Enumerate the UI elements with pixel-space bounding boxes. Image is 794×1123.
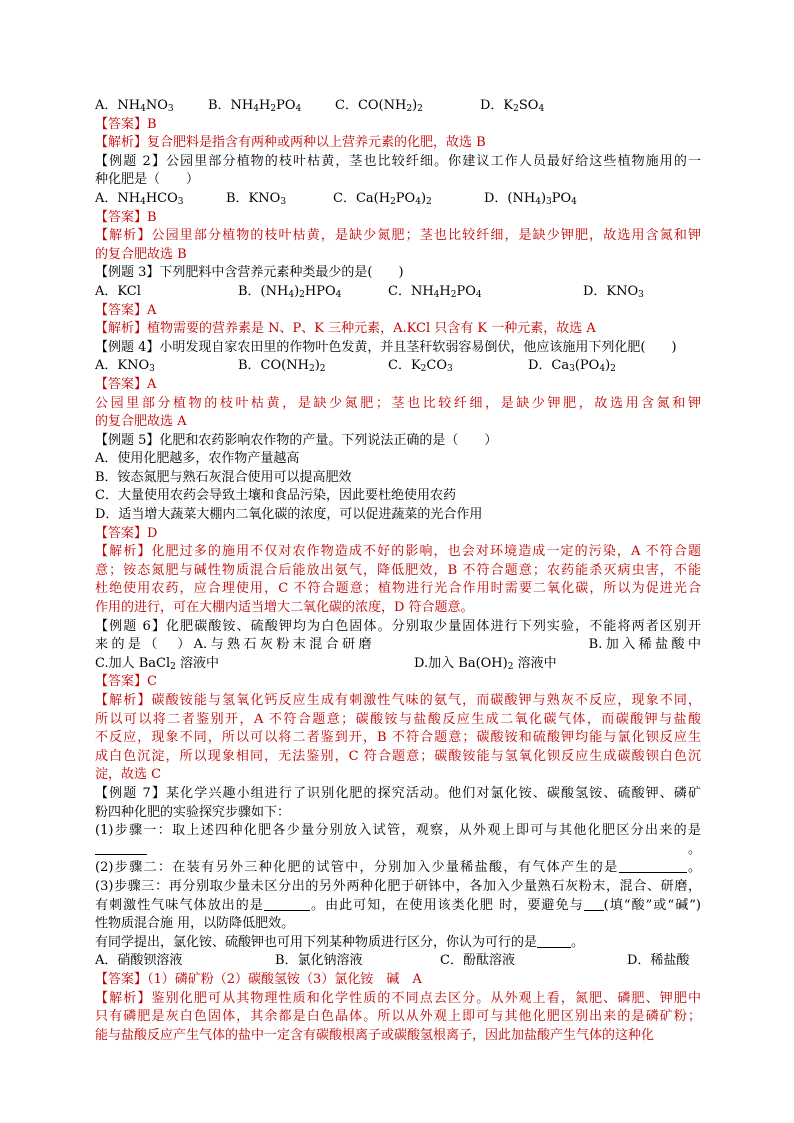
option: A．KCl bbox=[95, 283, 141, 299]
explanation-line: 【解析】鉴别化肥可从其物理性质和化学性质的不同点去区分。从外观上看，氮肥、磷肥、钾肥中 bbox=[95, 990, 701, 1006]
option: B．$CO(NH_2)_2$ bbox=[238, 358, 326, 375]
option: C．$CO(NH_2)_2$ bbox=[335, 98, 423, 114]
option: C．$Ca(H_2PO_4)_2$ bbox=[333, 190, 432, 207]
text-line: A．使用化肥越多，农作物产量越高 bbox=[95, 451, 300, 467]
explanation-line: 的复合肥故选 B bbox=[95, 246, 187, 262]
explanation-line: 的复合肥故选 A bbox=[95, 414, 187, 430]
text-line: 。 bbox=[95, 841, 701, 860]
answer-line: 【答案】（1）磷矿粉（2）碳酸氢铵（3）氯化铵 碱 A bbox=[95, 971, 422, 987]
option: A．$NH_4NO_3$ bbox=[95, 98, 174, 114]
text-line: D．适当增大蔬菜大棚内二氧化碳的浓度，可以促进蔬菜的光合作用 bbox=[95, 507, 483, 523]
option-row bbox=[95, 190, 701, 209]
text-line: (1)步骤一：取上述四种化肥各少量分别放入试管，观察，从外观上即可与其他化肥区分出来的是 bbox=[95, 823, 701, 839]
explanation-line: 淀，故选 C bbox=[95, 767, 162, 783]
explanation-line: 不反应，现象不同，所以可以将二者鉴到开，B 不符合题意；碳酸铵和硫酸钾均能与氯化钡反应生 bbox=[95, 730, 701, 746]
text-line: 种化肥是（ ） bbox=[95, 172, 200, 188]
text-line: 【例题 5】化肥和农药影响农作物的产量。下列说法正确的是（ ） bbox=[95, 432, 498, 448]
answer-line: 【答案】D bbox=[95, 525, 158, 541]
text-line: C．大量使用农药会导致土壤和食品污染，因此要杜绝使用农药 bbox=[95, 488, 456, 504]
option: B．$NH_4H_2PO_4$ bbox=[208, 98, 302, 114]
explanation-line: 所以可以将二者鉴别开，A 不符合题意；碳酸铵与盐酸反应生成二氧化碳气体，而碳酸钾与盐酸 bbox=[95, 711, 701, 727]
text-line: 【例题 4】小明发现自家农田里的作物叶色发黄，并且茎秆软弱容易倒伏，他应该施用下列化肥( ) bbox=[95, 339, 677, 355]
answer-line: 【答案】C bbox=[95, 674, 157, 690]
option: D．$K_2SO_4$ bbox=[480, 98, 545, 114]
text-line: 有刺激性气味气体放出的是 。由此可知，在使用该类化肥 时，要避免与 (填“酸”或“碱”) bbox=[95, 897, 701, 913]
explanation-line: 杜绝使用农药，应合理使用，C 不符合题意；植物进行光合作用时需要二氧化碳，所以为促进光合 bbox=[95, 581, 701, 597]
answer-line: 【答案】A bbox=[95, 302, 157, 318]
explanation-line: 【解析】植物需要的营养素是 N、P、K 三种元素，A.KCl 只含有 K 一种元素，故选 A bbox=[95, 321, 596, 337]
text-line: B．铵态氮肥与熟石灰混合使用可以提高肥效 bbox=[95, 469, 352, 485]
option-row bbox=[95, 97, 701, 116]
answer-line: 【答案】B bbox=[95, 209, 157, 225]
text-line: 【例题 6】化肥碳酸铵、硫酸钾均为白色固体。分别取少量固体进行下列实验，不能将两者区别开 bbox=[95, 618, 701, 634]
text-line: (3)步骤三：再分别取少量未区分出的另外两种化肥于研钵中，各加入少量熟石灰粉末，混合、研磨， bbox=[95, 878, 701, 894]
answer-line: 【答案】B bbox=[95, 116, 157, 132]
explanation-line: 【解析】公园里部分植物的枝叶枯黄，是缺少氮肥；茎也比较纤细，是缺少钾肥，故选用含氮和钾 bbox=[95, 228, 701, 244]
text-line: 粉四种化肥的实验探究步骤如下： bbox=[95, 804, 291, 820]
option: C．$K_2CO_3$ bbox=[388, 358, 453, 375]
explanation-line: 作用的进行，可在大棚内适当增大二氧化碳的浓度，D 符合题意。 bbox=[95, 600, 474, 616]
option: B．$KNO_3$ bbox=[226, 190, 287, 207]
option: A．$NH_4HCO_3$ bbox=[95, 190, 184, 207]
explanation-line: 【解析】复合肥料是指含有两种或两种以上营养元素的化肥，故选 B bbox=[95, 135, 486, 151]
text-line: C.加人 BaCl$_2$ 溶液中 D.加入 $Ba(OH)_2$ 溶液中 bbox=[95, 655, 557, 672]
option: C．$NH_4H_2PO_4$ bbox=[388, 283, 482, 300]
explanation-line: 成白色沉淀，所以现象相同，无法鉴别，C 符合题意；碳酸铵能与氢氧化钡反应生成碳酸钡白色沉 bbox=[95, 748, 701, 764]
option: C．酚酞溶液 bbox=[440, 953, 515, 969]
text-line: 有同学提出，氯化铵、硫酸钾也可用下列某种物质进行区分，你认为可行的是 。 bbox=[95, 934, 585, 950]
option-row bbox=[95, 357, 701, 376]
text-line: 【例题 3】下列肥料中含营养元素种类最少的是( ) bbox=[95, 265, 404, 281]
explanation-line: 【解析】碳酸铵能与氢氧化钙反应生成有刺激性气味的氨气，而碳酸钾与熟灰不反应，现象不同， bbox=[95, 693, 701, 708]
explanation-line: 公园里部分植物的枝叶枯黄，是缺少氮肥；茎也比较纤细，是缺少钾肥，故选用含氮和钾 bbox=[95, 395, 701, 411]
text-line: 性物质混合施 用，以防降低肥效。 bbox=[95, 916, 295, 932]
option: D．稀盐酸 bbox=[627, 953, 690, 969]
text-line: 【例题 2】公园里部分植物的枝叶枯黄，茎也比较纤细。你建议工作人员最好给这些植物施用的一 bbox=[95, 153, 701, 169]
text-line: 来的是（ ）A.与熟石灰粉末混合研磨 B.加入稀盐酸中 bbox=[95, 637, 701, 653]
text-line: (2)步骤二：在装有另外三种化肥的试管中，分别加入少量稀盐酸，有气体产生的是 。 bbox=[95, 860, 701, 876]
explanation-line: 只有磷肥是灰白色固体，其余都是白色晶体。所以从外观上即可与其他化肥区别出来的是磷矿粉； bbox=[95, 1009, 701, 1025]
explanation-line: 【解析】化肥过多的施用不仅对农作物造成不好的影响，也会对环境造成一定的污染，A 不符合题 bbox=[95, 544, 701, 560]
explanation-line: 能与盐酸反应产生气体的盐中一定含有碳酸根离子或碳酸氢根离子，因此加盐酸产生气体的这种化 bbox=[95, 1027, 655, 1043]
option: B．氯化钠溶液 bbox=[275, 953, 363, 969]
option-row bbox=[95, 283, 701, 302]
option: D．$KNO_3$ bbox=[583, 283, 644, 300]
document-page bbox=[95, 97, 701, 1045]
option: D．$Ca_3(PO_4)_2$ bbox=[528, 358, 616, 375]
option-row bbox=[95, 952, 701, 971]
explanation-line: 意；铵态氮肥与碱性物质混合后能放出氨气，降低肥效，B 不符合题意；农药能杀灭病虫害，不能 bbox=[95, 562, 701, 578]
text-line: 【例题 7】某化学兴趣小组进行了识别化肥的探究活动。他们对氯化铵、碳酸氢铵、硫酸钾、磷矿 bbox=[95, 785, 701, 801]
option: D．$(NH_4)_3PO_4$ bbox=[484, 190, 577, 207]
option: B．$(NH_4)_2HPO_4$ bbox=[238, 283, 342, 300]
answer-line: 【答案】A bbox=[95, 376, 157, 392]
option: A．$KNO_3$ bbox=[95, 358, 155, 375]
option: A．硝酸钡溶液 bbox=[95, 953, 183, 969]
